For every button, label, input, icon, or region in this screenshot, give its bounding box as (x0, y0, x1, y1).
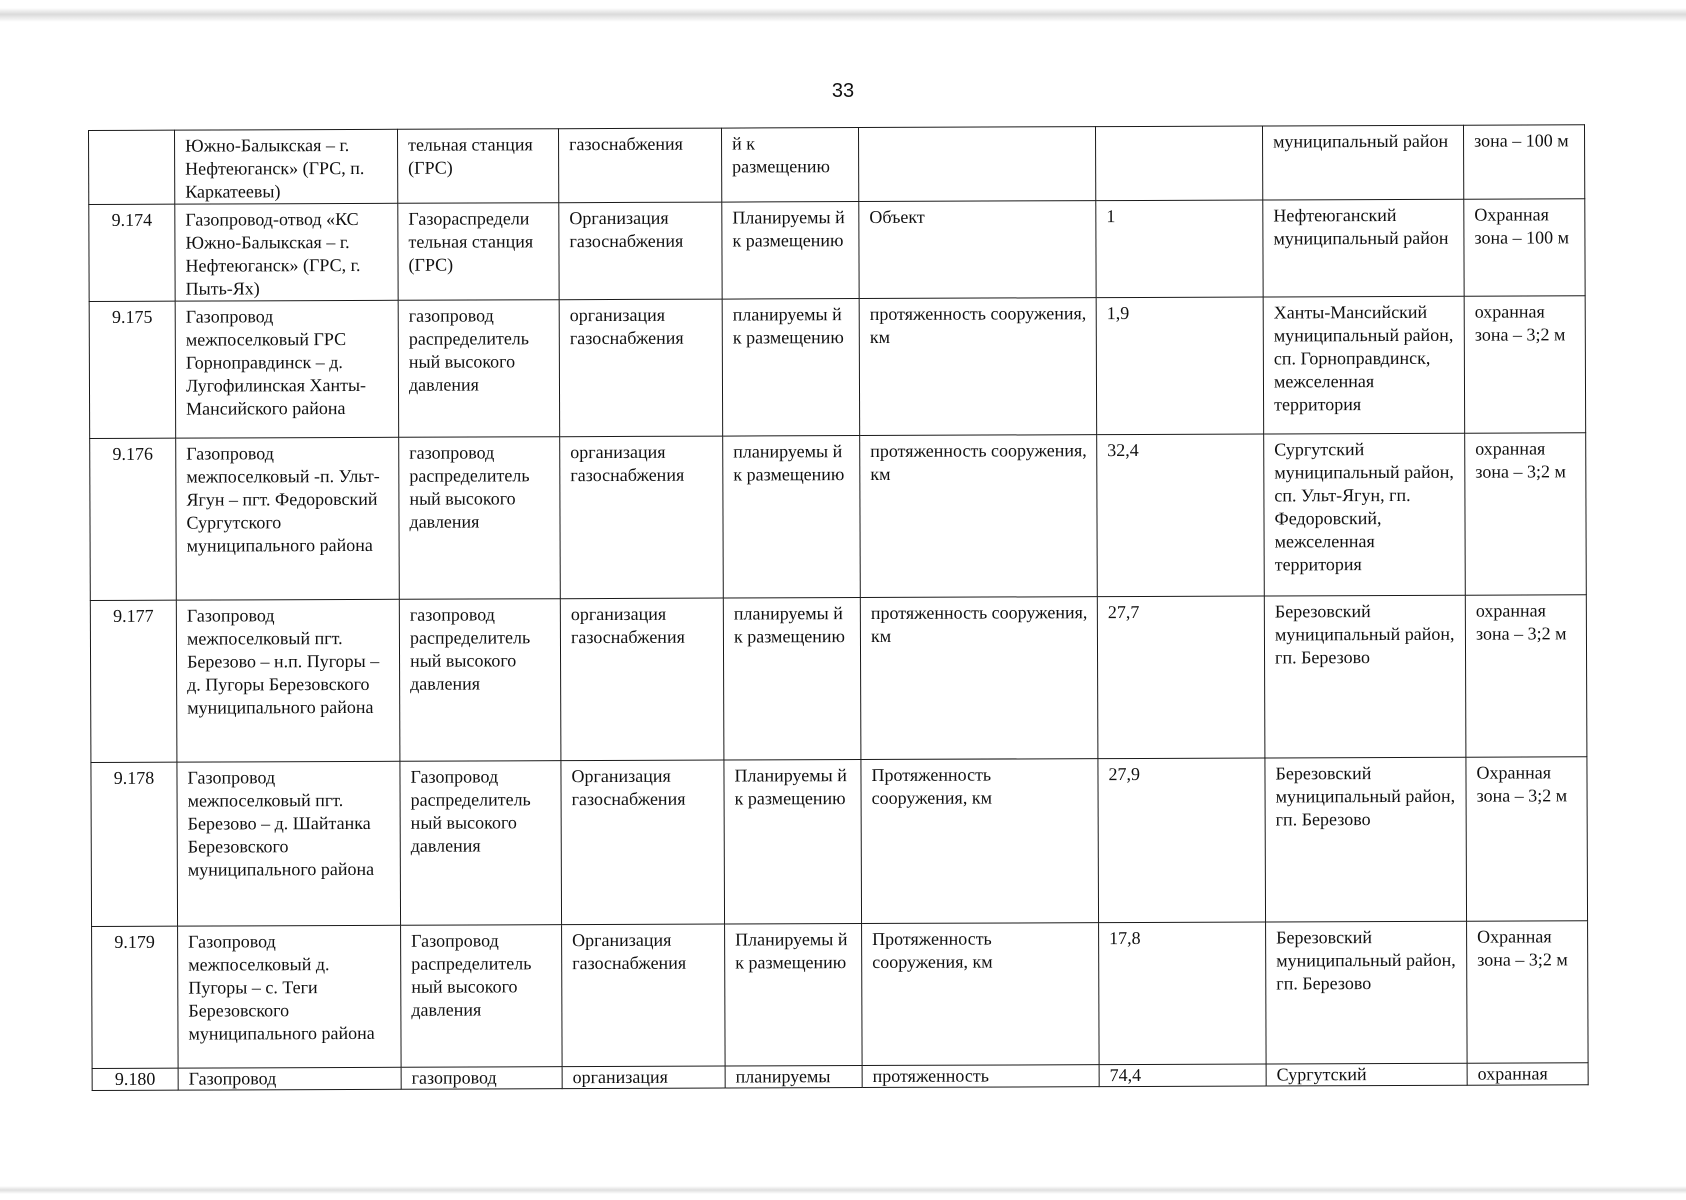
cell-name: Южно-Балыкская – г. Нефтеюганск» (ГРС, п. Каркатеевы) (175, 129, 398, 204)
cell-purpose: организация газоснабжения (559, 299, 723, 437)
cell-purpose: Организация газоснабжения (561, 760, 725, 925)
cell-purpose: организация (562, 1066, 725, 1089)
cell-status: планируемы й к размещению (723, 436, 861, 599)
table-row (90, 595, 1587, 763)
cell-purpose: газоснабжения (558, 128, 721, 203)
cell-zone: Охранная зона – 3;2 м (1467, 921, 1589, 1063)
cell-characteristic: протяженность сооружения, км (860, 597, 1098, 760)
cell-zone: охранная зона – 3;2 м (1464, 296, 1586, 433)
cell-value: 1 (1096, 200, 1263, 298)
cell-location: Березовский муниципальный район, гп. Березово (1264, 595, 1466, 758)
cell-type: газопровод (401, 1067, 562, 1090)
table-row (92, 1063, 1588, 1091)
scan-edge-bottom (0, 1186, 1686, 1194)
cell-name: Газопровод межпоселковый пгт. Березово – н.п. Пугоры – д. Пугоры Березовского муниципального района (176, 599, 400, 762)
cell-characteristic (858, 127, 1095, 202)
cell-status: Планируемы й к размещению (722, 202, 859, 300)
table-row (90, 433, 1587, 601)
cell-status: планируемы (725, 1066, 862, 1089)
cell-value: 1,9 (1096, 297, 1264, 435)
cell-name: Газопровод-отвод «КС Южно-Балыкская – г. Нефтеюганск» (ГРС, г. Пыть-Ях) (175, 203, 398, 301)
cell-zone: охранная зона – 3;2 м (1465, 433, 1587, 595)
cell-zone: Охранная зона – 3;2 м (1466, 757, 1588, 921)
cell-value: 17,8 (1099, 922, 1267, 1065)
scan-edge-top (0, 8, 1686, 22)
cell-value: 74,4 (1099, 1064, 1266, 1087)
cell-location: Ханты-Мансийский муниципальный район, сп. Горноправдинск, межселенная территория (1263, 296, 1465, 434)
cell-status: Планируемы й к размещению (724, 760, 862, 925)
cell-type: газопровод распределитель ный высокого давления (398, 300, 560, 438)
cell-type: тельная станция (ГРС) (397, 129, 558, 204)
cell-name: Газопровод межпоселковый д. Пугоры – с. Теги Березовского муниципального района (178, 925, 402, 1068)
cell-location: Нефтеюганский муниципальный район (1263, 199, 1464, 297)
cell-characteristic: Протяженность сооружения, км (862, 923, 1100, 1066)
table-row (89, 125, 1585, 205)
cell-location: муниципальный район (1262, 125, 1463, 200)
cell-num: 9.174 (89, 204, 175, 301)
cell-status: планируемы й к размещению (723, 598, 861, 761)
cell-num: 9.176 (90, 438, 177, 600)
cell-num: 9.178 (91, 762, 178, 926)
cell-type: Газопровод распределитель ный высокого давления (400, 761, 562, 926)
cell-location: Сургутский (1266, 1063, 1467, 1086)
table-row (92, 921, 1589, 1069)
table-row (89, 296, 1586, 439)
table-row (89, 199, 1585, 302)
cell-type: газопровод распределитель ный высокого давления (399, 599, 561, 762)
cell-type: газопровод распределитель ный высокого давления (399, 437, 561, 600)
cell-num: 9.179 (92, 926, 179, 1068)
cell-name: Газопровод межпоселковый пгт. Березово – д. Шайтанка Березовского муниципального района (177, 761, 401, 926)
cell-zone: зона – 100 м (1463, 125, 1584, 199)
cell-characteristic: протяженность (862, 1065, 1099, 1088)
cell-name: Газопровод межпоселковый ГРС Горноправдинск – д. Лугофилинская Ханты-Мансийского района (175, 300, 399, 438)
table-row (91, 757, 1588, 927)
cell-zone: Охранная зона – 100 м (1464, 199, 1585, 296)
cell-num: 9.180 (92, 1068, 178, 1090)
cell-value: 32,4 (1097, 434, 1265, 597)
cell-name: Газопровод (178, 1067, 401, 1090)
cell-purpose: организация газоснабжения (560, 436, 724, 599)
cell-value (1095, 126, 1262, 201)
cell-num (89, 130, 175, 204)
cell-num: 9.177 (90, 600, 177, 762)
cell-purpose: Организация газоснабжения (559, 202, 722, 300)
cell-location: Березовский муниципальный район, гп. Березово (1266, 921, 1468, 1064)
cell-num: 9.175 (89, 301, 176, 438)
cell-characteristic: Протяженность сооружения, км (861, 759, 1099, 924)
page-number: 33 (831, 80, 855, 102)
cell-characteristic: протяженность сооружения, км (859, 298, 1097, 436)
cell-status: Планируемы й к размещению (725, 924, 863, 1067)
cell-type: Газопровод распределитель ный высокого давления (401, 925, 563, 1068)
cell-purpose: Организация газоснабжения (562, 924, 726, 1067)
cell-location: Сургутский муниципальный район, сп. Ульт-Ягун, гп. Федоровский, межселенная территория (1264, 433, 1466, 596)
cell-zone: охранная зона – 3;2 м (1465, 595, 1587, 757)
cell-characteristic: Объект (859, 201, 1096, 299)
cell-name: Газопровод межпоселковый -п. Ульт-Ягун – пгт. Федоровский Сургутского муниципального района (176, 437, 400, 600)
gas-objects-table (88, 124, 1589, 1091)
cell-purpose: организация газоснабжения (560, 598, 724, 761)
cell-status: планируемы й к размещению (722, 299, 860, 437)
cell-type: Газораспредели тельная станция (ГРС) (398, 203, 559, 301)
cell-status: й к размещению (721, 128, 858, 203)
cell-zone: охранная (1467, 1063, 1588, 1085)
cell-location: Березовский муниципальный район, гп. Березово (1265, 757, 1467, 922)
cell-value: 27,7 (1097, 596, 1265, 759)
cell-value: 27,9 (1098, 758, 1266, 923)
cell-characteristic: протяженность сооружения, км (860, 435, 1098, 598)
